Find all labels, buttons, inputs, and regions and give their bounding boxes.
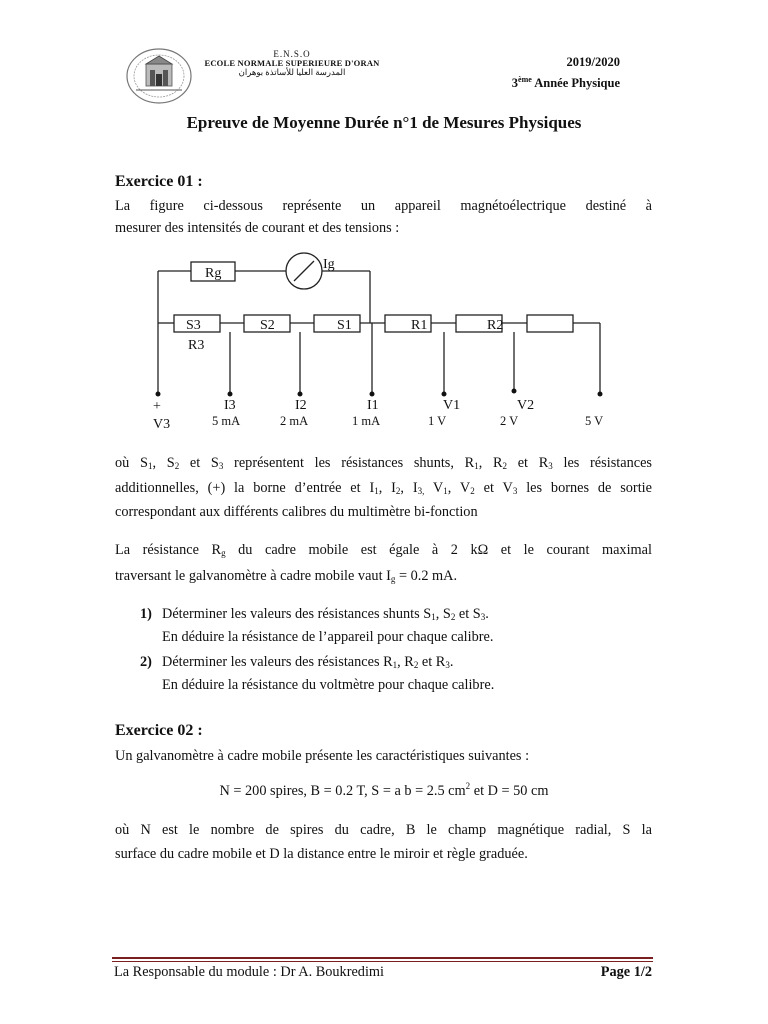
terminal-v3-dot: [598, 392, 603, 397]
school-name-arabic: المدرسة العليا للأساتذة بوهران: [238, 67, 346, 78]
label-s1: S1: [337, 318, 352, 333]
label-ig: Ig: [323, 257, 335, 272]
label-s3: S3: [186, 318, 201, 333]
terminal-v1-dot: [442, 392, 447, 397]
label-v2: V2: [517, 398, 535, 413]
footer-responsible: La Responsable du module : Dr A. Boukredimi: [114, 964, 385, 980]
school-abbr: E.N.S.O: [273, 49, 311, 59]
exercise-2-para-line1: où N est le nombre de spires du cadre, B le champ magnétique radial, S la: [115, 822, 652, 838]
calibre-5ma: 5 mA: [212, 414, 241, 428]
calibre-2ma: 2 mA: [280, 414, 309, 428]
calibre-1v: 1 V: [428, 414, 447, 428]
exercise-2-heading: Exercice 02 :: [115, 722, 203, 739]
exercise-1-intro-line2: mesurer des intensités de courant et des tensions :: [115, 220, 400, 236]
exercise-2-intro: Un galvanomètre à cadre mobile présente les caractéristiques suivantes :: [115, 748, 530, 764]
calibre-2v: 2 V: [500, 414, 519, 428]
terminal-i1-dot: [370, 392, 375, 397]
footer-rule-thick: [112, 957, 653, 959]
label-i2: I2: [295, 398, 307, 413]
calibre-5v: 5 V: [585, 414, 604, 428]
label-plus: +: [153, 399, 161, 414]
calibre-1ma: 1 mA: [352, 414, 381, 428]
school-name: ECOLE NORMALE SUPERIEURE D'ORAN: [204, 58, 380, 69]
exercise-2-para-line2: surface du cadre mobile et D la distance entre le miroir et règle graduée.: [115, 846, 528, 862]
label-i1: I1: [367, 398, 379, 413]
label-v1: V1: [443, 398, 461, 413]
footer-page-number: Page 1/2: [600, 964, 652, 980]
terminal-i2-dot: [298, 392, 303, 397]
exercise-1-para1-line1: où $S_1$, $S_2$ et $S_3$ représentent les résistances shunts, $R_1$, $R_2$ et $R_3$ les résistances: [115, 455, 652, 471]
terminal-i3-dot: [228, 392, 233, 397]
question-1-line2: En déduire la résistance de l’appareil pour chaque calibre.: [162, 629, 494, 645]
exercise-1-para2-line1: La résistance $R_g$ du cadre mobile est égale à 2 kΩ et le courant maximal: [115, 542, 652, 558]
question-2: 2) Déterminer les valeurs des résistances $R_1$, $R_2$ et $R_3$. En déduire la résistance du voltmètre pour chaque calibre.: [140, 651, 494, 697]
multimeter-circuit-diagram: [0, 0, 768, 450]
label-r3: R3: [188, 338, 205, 353]
r3-resistor: [527, 315, 573, 332]
footer-rule-thin: [112, 961, 653, 962]
label-v3: V3: [153, 417, 171, 432]
exercise-1-para2-line2: traversant le galvanomètre à cadre mobile vaut $I_g = 0.2$ mA.: [115, 568, 458, 584]
terminal-v2-dot: [512, 389, 517, 394]
exercise-1-para1-line2: additionnelles, (+) la borne d’entrée et $I_1$, $I_2$, $I_{3,}$ $V_1$, $V_2$ et $V_3$ les bornes de sortie: [115, 480, 652, 496]
label-rg: Rg: [205, 266, 222, 281]
label-r2: R2: [487, 318, 504, 333]
label-i3: I3: [224, 398, 236, 413]
question-2-number: 2): [140, 654, 152, 670]
academic-year: 2019/2020: [566, 55, 620, 69]
exercise-2-formula: N = 200 spires, B = 0.2 T, S = a b = 2.5 $cm^2$ et D = 50 cm: [219, 781, 549, 799]
academic-level: 3ème Année Physique: [511, 75, 620, 91]
exercise-1-para1-line3: correspondant aux différents calibres du multimètre bi-fonction: [115, 504, 478, 520]
label-r1: R1: [411, 318, 428, 333]
exam-title: Epreuve de Moyenne Durée n°1 de Mesures Physiques: [186, 113, 582, 132]
question-1: 1) Déterminer les valeurs des résistances shunts $S_1$, $S_2$ et $S_3$. En déduire la résistance de l’appareil pour chaque calibre.: [140, 603, 493, 649]
exercise-1-heading: Exercice 01 :: [115, 173, 203, 190]
label-s2: S2: [260, 318, 275, 333]
galvanometer-needle: [294, 261, 314, 281]
exercise-1-intro-line1: La figure ci-dessous représente un appareil magnétoélectrique destiné à: [115, 198, 652, 214]
question-1-number: 1): [140, 606, 152, 622]
terminal-plus-dot: [156, 392, 161, 397]
question-2-line2: En déduire la résistance du voltmètre pour chaque calibre.: [162, 677, 495, 693]
